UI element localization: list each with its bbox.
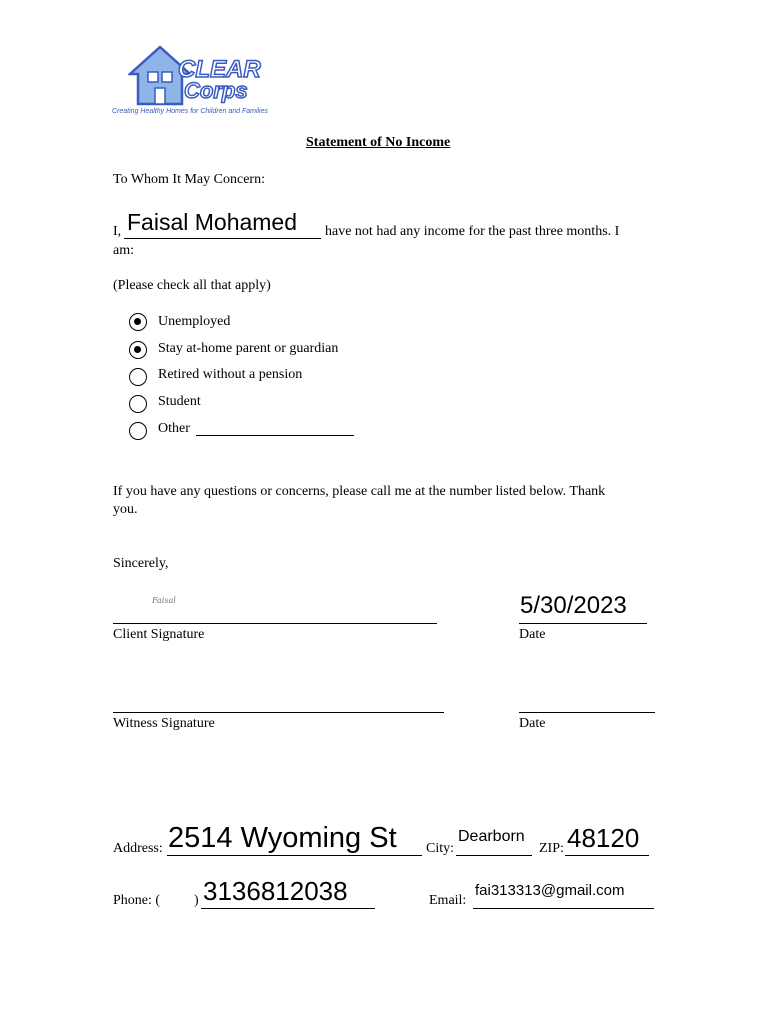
radio-unemployed[interactable] <box>129 313 147 331</box>
client-signature[interactable]: Faisal <box>152 596 176 605</box>
phone-field[interactable]: 3136812038 <box>203 876 348 906</box>
date-label: Date <box>519 627 546 642</box>
phone-close: ) <box>194 893 199 908</box>
address-label: Address: <box>113 841 163 856</box>
option-label: Stay at-home parent or guardian <box>158 341 339 356</box>
questions-line-1: If you have any questions or concerns, please call me at the number listed below. Thank <box>113 484 606 499</box>
radio-stay-at-home[interactable] <box>129 341 147 359</box>
clear-corps-logo <box>112 44 312 120</box>
phone-line <box>201 908 375 909</box>
witness-signature-label: Witness Signature <box>113 716 215 731</box>
logo-tagline: Creating Healthy Homes for Children and Families <box>112 108 269 115</box>
option-label: Retired without a pension <box>158 367 303 382</box>
client-signature-line <box>113 623 437 624</box>
radio-retired[interactable] <box>129 368 147 386</box>
name-field-line <box>124 238 321 239</box>
witness-date-label: Date <box>519 716 546 731</box>
closing: Sincerely, <box>113 556 169 571</box>
option-label: Student <box>158 394 201 409</box>
logo-word-clear: CLEAR <box>178 56 261 83</box>
address-field[interactable]: 2514 Wyoming St <box>168 822 397 854</box>
email-field[interactable]: fai313313@gmail.com <box>475 882 625 899</box>
statement-suffix: have not had any income for the past three months. I <box>325 224 620 239</box>
phone-label: Phone: ( <box>113 893 161 908</box>
radio-student[interactable] <box>129 395 147 413</box>
radio-dot <box>134 346 141 353</box>
witness-date-line[interactable] <box>519 712 655 713</box>
zip-label: ZIP: <box>539 841 564 856</box>
date-line <box>519 623 647 624</box>
email-line <box>473 908 654 909</box>
document-title: Statement of No Income <box>306 135 451 150</box>
client-signature-label: Client Signature <box>113 627 205 642</box>
witness-signature-line[interactable] <box>113 712 444 713</box>
other-field-line[interactable] <box>196 435 354 436</box>
city-line <box>456 855 532 856</box>
name-field[interactable]: Faisal Mohamed <box>127 209 298 235</box>
check-instruction: (Please check all that apply) <box>113 278 271 293</box>
salutation: To Whom It May Concern: <box>113 172 265 187</box>
logo-word-corps: Corps <box>184 78 248 103</box>
zip-field[interactable]: 48120 <box>567 823 640 853</box>
zip-line <box>565 855 649 856</box>
radio-dot <box>134 318 141 325</box>
city-label: City: <box>426 841 455 856</box>
option-label: Unemployed <box>158 314 231 329</box>
option-label: Other <box>158 421 190 436</box>
date-field[interactable]: 5/30/2023 <box>520 592 627 619</box>
address-line <box>167 855 422 856</box>
statement-prefix: I, <box>113 224 122 239</box>
statement-wrap: am: <box>113 243 134 258</box>
questions-line-2: you. <box>113 502 138 517</box>
radio-other[interactable] <box>129 422 147 440</box>
email-label: Email: <box>429 893 467 908</box>
city-field[interactable]: Dearborn <box>458 828 525 845</box>
